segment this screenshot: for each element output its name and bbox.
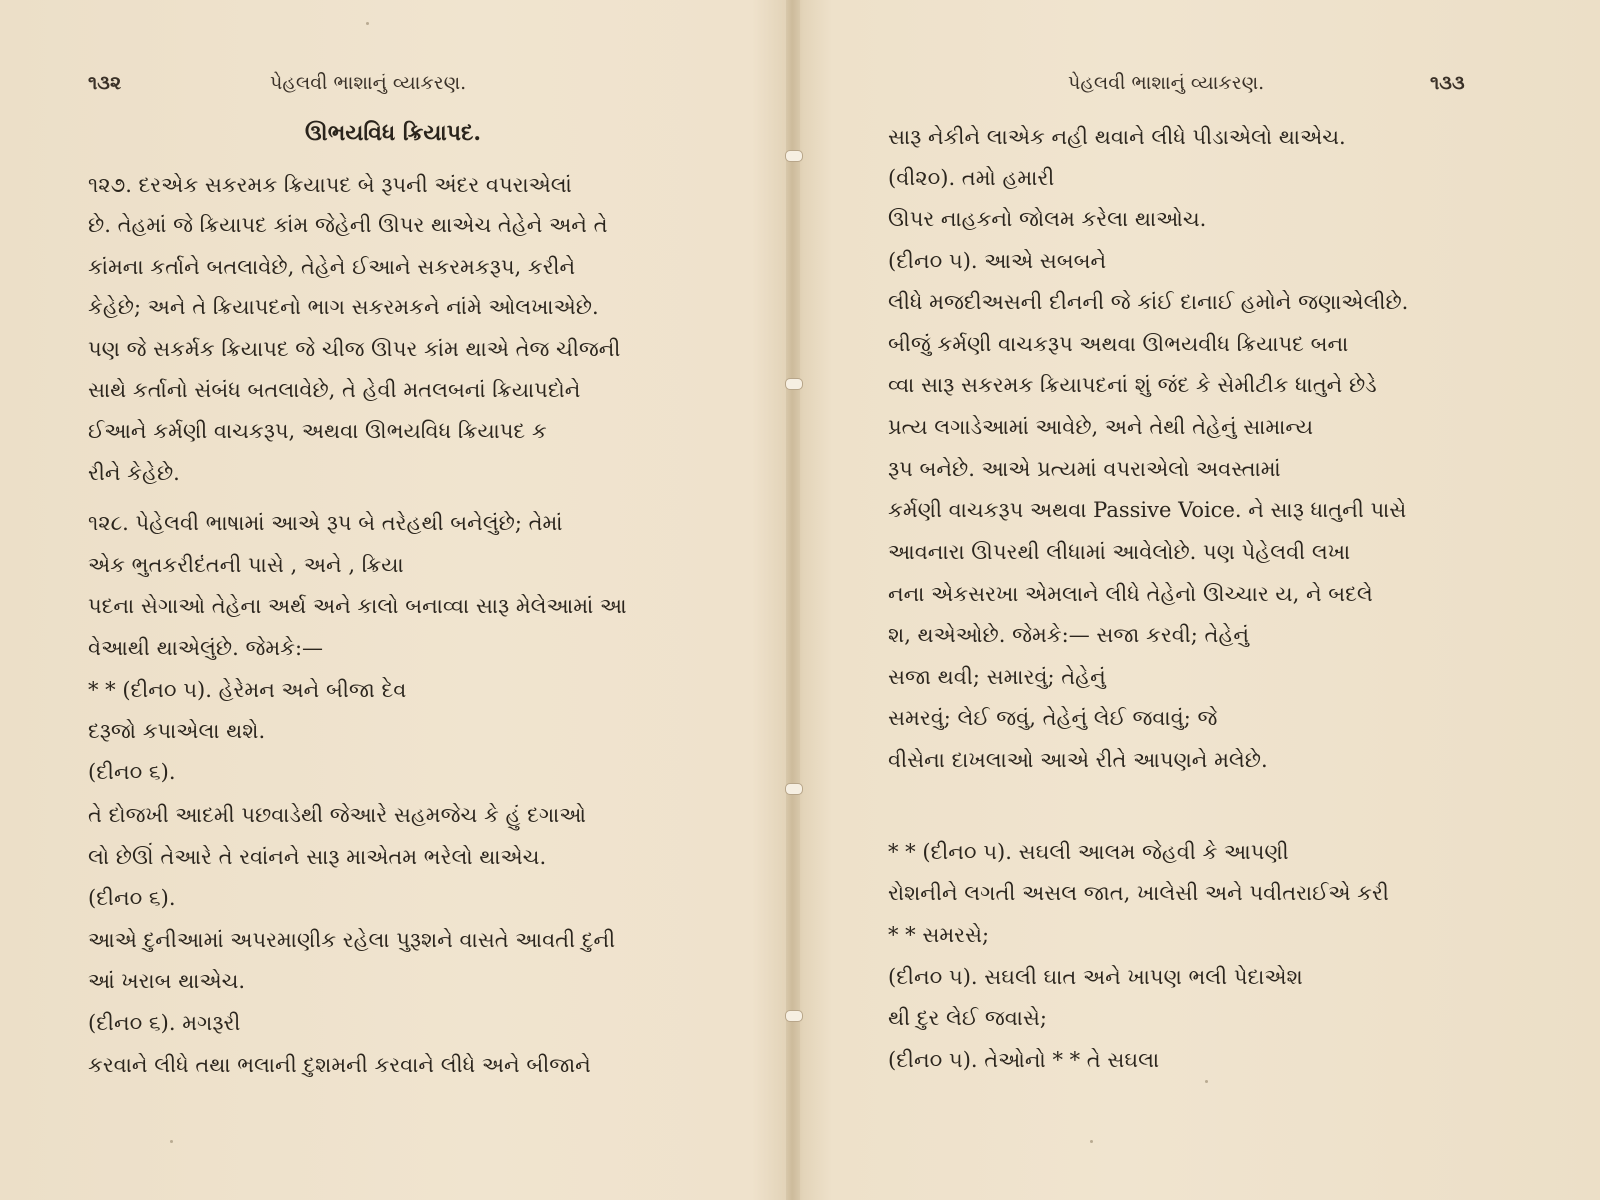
text-line: કર્મણી વાચકરૂપ અથવા Passive Voice. ને સારૂ ધાતુની પાસે <box>888 498 1407 522</box>
text-line: તે દોજખી આદમી પછવાડેથી જેઆરે સહમજેચ કે હું દગાઓ <box>88 803 587 827</box>
text-line: પણ જે સકર્મક ક્રિયાપદ જે ચીજ ઊપર કાંમ થાએ તેજ ચીજની <box>88 337 621 361</box>
text-line: (દીન૦ ૫). સઘલી ઘાત અને ખાપણ ભલી પેદાએશ <box>888 965 1303 989</box>
text-line: કાંમના કર્તાને બતલાવેછે, તેહેને ઈઆને સકરમકરૂપ, કરીને <box>88 255 576 279</box>
text-line: (દીન૦ ૫). આએ સબબને <box>888 249 1107 273</box>
text-line: રીને કેહેછે. <box>88 461 180 485</box>
text-line: * * સમરસે; <box>888 923 990 947</box>
text-line: રૂપ બનેછે. આએ પ્રત્યમાં વપરાએલો અવસ્તામાં <box>888 457 1281 481</box>
section-title: ઊભયવિધ ક્રિયાપદ. <box>304 120 482 146</box>
text-line: લો છેઊં તેઆરે તે રવાંનને સારૂ માએતમ ભરેલો થાએચ. <box>88 845 547 869</box>
text-line: પ્રત્ય લગાડેઆમાં આવેછે, અને તેથી તેહેનું સામાન્ય <box>888 415 1314 439</box>
text-line: સારૂ નેકીને લાએક નહી થવાને લીધે પીડાએલો થાએચ. <box>888 125 1346 149</box>
text-line: રોશનીને લગતી અસલ જાત, ખાલેસી અને પવીતરાઈએ કરી <box>888 881 1389 905</box>
text-line: સાથે કર્તાનો સંબંધ બતલાવેછે, તે હેવી મતલબનાં ક્રિયાપદોને <box>88 378 581 402</box>
text-line: એક ભુતકરીદંતની પાસે , અને , ક્રિયા <box>88 553 404 577</box>
text-line: થી દુર લેઈ જવાસે; <box>888 1006 1048 1030</box>
text-line: લીધે મજદીઅસની દીનની જે કાંઈ દાનાઈ હમોને જણાએલીછે. <box>888 290 1409 314</box>
text-line: કરવાને લીધે તથા ભલાની દુશમની કરવાને લીધે અને બીજાને <box>88 1053 591 1077</box>
text-line: શ, થએઓછે. જેમકે:— સજા કરવી; તેહેનું <box>888 623 1250 647</box>
text-line: * * (દીન૦ ૫). સઘલી આલમ જેહવી કે આપણી <box>888 840 1289 864</box>
text-line: ૧૨૮. પેહેલવી ભાષામાં આએ રૂપ બે તરેહથી બનેલુંછે; તેમાં <box>88 511 563 535</box>
text-line: (દીન૦ ૬). મગરૂરી <box>88 1011 241 1035</box>
right-page <box>800 0 1600 1200</box>
text-line: ૧૨૭. દરએક સકરમક ક્રિયાપદ બે રૂપની અંદર વપરાએલાં <box>88 173 572 197</box>
page-number: ૧૩૨ <box>88 72 122 94</box>
text-line <box>888 795 1508 827</box>
text-line: ઈઆને કર્મણી વાચકરૂપ, અથવા ઊભયવિધ ક્રિયાપદ ક <box>88 419 547 443</box>
text-line: વેઆથી થાએલુંછે. જેમકે:— <box>88 636 324 660</box>
text-line: આએ દુનીઆમાં અપરમાણીક રહેલા પુરૂશને વાસતે આવતી દુની <box>88 928 616 952</box>
text-line: (દીન૦ ૬). <box>88 886 176 910</box>
text-line: વ્વા સારૂ સકરમક ક્રિયાપદનાં શું જંદ કે સેમીટીક ધાતુને છેડે <box>888 373 1377 397</box>
text-line: પદના સેગાઓ તેહેના અર્થ અને કાલો બનાવ્વા સારૂ મેલેઆમાં આ <box>88 594 627 618</box>
running-head: પેહલવી ભાશાનું વ્યાકરણ. <box>270 72 467 94</box>
text-line: આં ખરાબ થાએચ. <box>88 969 246 993</box>
text-line: ઊપર નાહકનો જોલમ કરેલા થાઓચ. <box>888 207 1207 231</box>
text-line: નના એકસરખા એમલાને લીધે તેહેનો ઊચ્ચાર ય, ને બદલે <box>888 582 1373 606</box>
text-line: વીસેના દાખલાઓ આએ રીતે આપણને મલેછે. <box>888 748 1268 772</box>
running-head: પેહલવી ભાશાનું વ્યાકરણ. <box>1068 72 1265 94</box>
text-line: કેહેછે; અને તે ક્રિયાપદનો ભાગ સકરમકને નાંમે ઓલખાએછે. <box>88 295 599 319</box>
text-line: સમરવું; લેઈ જવું, તેહેનું લેઈ જવાવું; જે <box>888 706 1218 730</box>
text-line: (વી૨૦). તમો હમારી <box>888 166 1055 190</box>
text-line: છે. તેહમાં જે ક્રિયાપદ કાંમ જેહેની ઊપર થાએચ તેહેને અને તે <box>88 213 608 237</box>
page-number: ૧૩૩ <box>1430 72 1465 94</box>
text-line: (દીન૦ ૬). <box>88 760 176 784</box>
text-line: સજા થવી; સમારવું; તેહેનું <box>888 665 1106 689</box>
text-line: બીજુંં કર્મણી વાચકરૂપ અથવા ઊભયવીધ ક્રિયાપદ બના <box>888 332 1349 356</box>
text-line: (દીન૦ ૫). તેઓનો * * તે સઘલા <box>888 1048 1160 1072</box>
text-line: * * (દીન૦ ૫). હેરેમન અને બીજા દેવ <box>88 678 407 702</box>
text-line: દરૂજો કપાએલા થશે. <box>88 719 266 743</box>
left-page <box>0 0 786 1200</box>
text-line: આવનારા ઊપરથી લીધામાં આવેલોછે. પણ પેહેલવી લખા <box>888 540 1351 564</box>
